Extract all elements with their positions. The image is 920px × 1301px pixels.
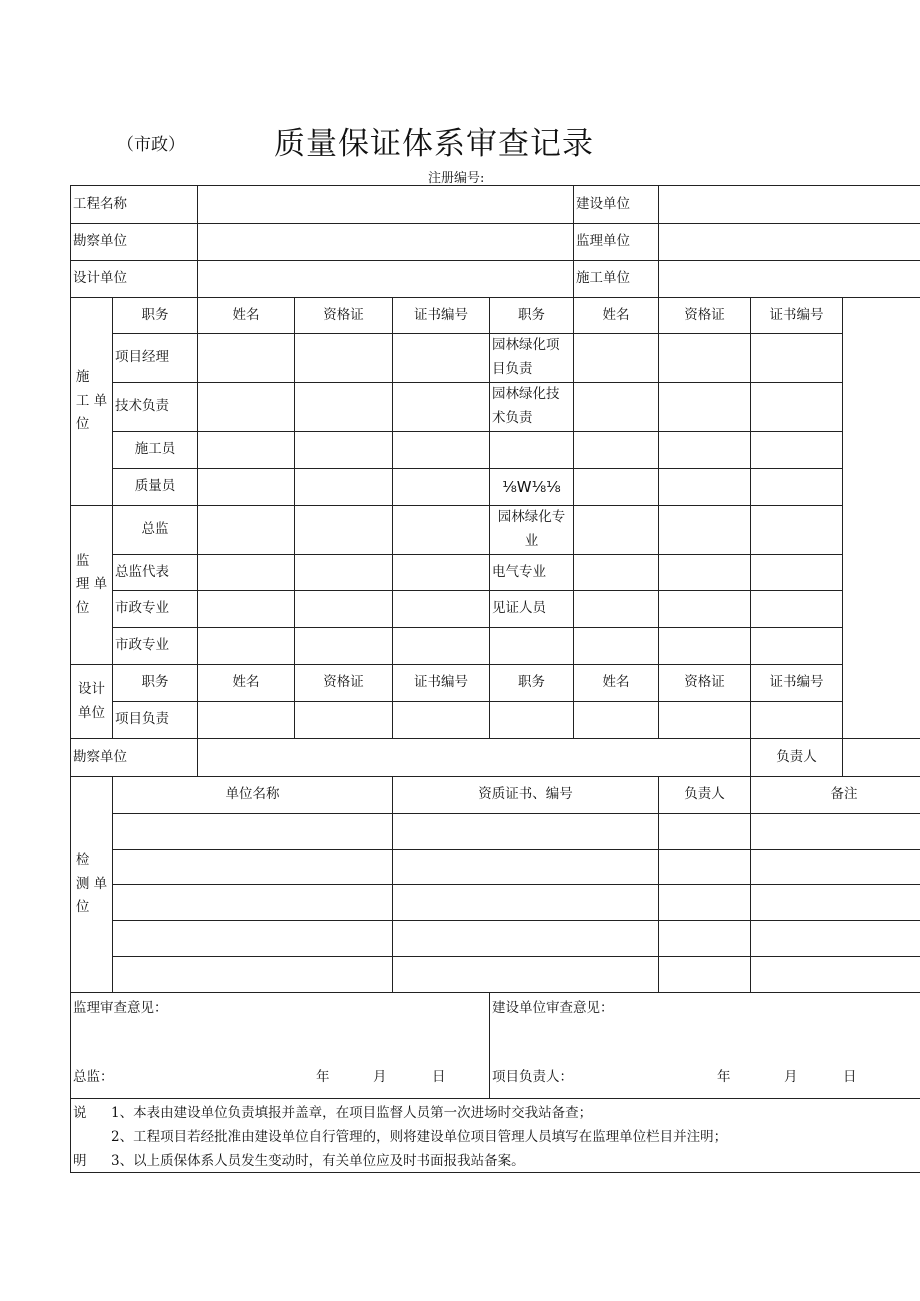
day-label: 日	[432, 1069, 446, 1086]
year-label: 年	[316, 1069, 330, 1086]
testing-side-label: 检 测 单 位	[71, 777, 113, 993]
note-item: 2、工程项目若经批准由建设单位自行管理的，则将建设单位项目管理人员填写在监理单位栏目并注明；	[111, 1128, 728, 1145]
supervision-row	[71, 591, 920, 628]
col-name: 姓名	[198, 665, 295, 702]
design-unit-label: 设计单位	[71, 261, 198, 298]
role-municipal: 市政专业	[113, 628, 198, 665]
col-certno: 证书编号	[393, 665, 490, 702]
testing-row	[71, 850, 920, 885]
col-duty: 职务	[490, 665, 574, 702]
notes-label-1: 说	[73, 1104, 87, 1121]
role-landscape-specialty: 园林绿化专业	[490, 506, 574, 555]
opinion-row	[71, 993, 920, 1099]
col-unit-name: 单位名称	[113, 777, 393, 814]
col-resp: 负责人	[659, 777, 751, 814]
survey-unit-label: 勘察单位	[71, 224, 198, 261]
supervision-opinion[interactable]	[71, 993, 490, 1099]
survey-row	[71, 739, 920, 777]
construction-row	[71, 334, 920, 383]
note-item: 3、以上质保体系人员发生变动时，有关单位应及时书面报我站备案。	[111, 1152, 525, 1169]
survey-resp-label: 负责人	[751, 739, 843, 777]
project-name-label: 工程名称	[71, 186, 198, 224]
role-chief-supervisor: 总监	[113, 506, 198, 555]
role-project-manager: 项目经理	[113, 334, 198, 383]
supervisor-unit-label: 监理单位	[574, 224, 659, 261]
builder-label: 建设单位	[574, 186, 659, 224]
note-item: 1、本表由建设单位负责填报并盖章，在项目监督人员第一次进场时交我站备查；	[111, 1104, 593, 1121]
col-qual: 资格证	[295, 665, 393, 702]
construction-row	[71, 469, 920, 506]
registration-number-label: 注册编号:	[428, 171, 485, 186]
project-lead-signature-label: 项目负责人：	[492, 1069, 573, 1086]
testing-row	[71, 921, 920, 957]
role-quality-officer: 质量员	[113, 469, 198, 506]
project-row	[71, 261, 920, 298]
survey-field[interactable]	[198, 739, 751, 777]
supervisor-unit-field[interactable]	[659, 224, 920, 261]
supervision-side-label: 监 理 单 位	[71, 506, 113, 665]
project-row	[71, 186, 920, 224]
builder-opinion[interactable]	[490, 993, 920, 1099]
testing-header-row	[71, 777, 920, 814]
col-qual: 资格证	[295, 298, 393, 334]
role-municipal: 市政专业	[113, 591, 198, 628]
survey-label: 勘察单位	[71, 739, 198, 777]
notes-label-2: 明	[73, 1152, 87, 1169]
supervision-opinion-label: 监理审查意见：	[73, 1000, 168, 1016]
design-header-row	[71, 665, 920, 702]
role-tech-lead: 技术负责	[113, 383, 198, 432]
quality-assurance-table	[70, 185, 920, 1173]
construction-row	[71, 432, 920, 469]
project-name-field[interactable]	[198, 186, 574, 224]
role-electrical: 电气专业	[490, 555, 574, 591]
notes-row	[71, 1099, 920, 1173]
col-qual: 资格证	[659, 665, 751, 702]
col-note: 备注	[751, 777, 920, 814]
notes	[71, 1099, 920, 1173]
construction-row	[71, 383, 920, 432]
role-constructor: 施工员	[113, 432, 198, 469]
role-landscape-tech-lead: 园林绿化技术负责	[490, 383, 574, 432]
role-witness: 见证人员	[490, 591, 574, 628]
col-certno: 证书编号	[393, 298, 490, 334]
col-duty: 职务	[113, 298, 198, 334]
col-name: 姓名	[574, 665, 659, 702]
col-duty: 职务	[113, 665, 198, 702]
col-duty: 职务	[490, 298, 574, 334]
project-row	[71, 224, 920, 261]
month-label: 月	[373, 1069, 387, 1086]
chief-supervisor-signature-label: 总监：	[73, 1069, 114, 1086]
testing-row	[71, 885, 920, 921]
construction-unit-field[interactable]	[659, 261, 920, 298]
builder-field[interactable]	[659, 186, 920, 224]
col-certno: 证书编号	[751, 298, 843, 334]
col-certno: 证书编号	[751, 665, 843, 702]
testing-row	[71, 957, 920, 993]
form-title: 质量保证体系审查记录	[274, 126, 594, 162]
construction-unit-label: 施工单位	[574, 261, 659, 298]
month-label: 月	[784, 1069, 798, 1086]
construction-header-row	[71, 298, 920, 334]
role-blank	[490, 432, 574, 469]
day-label: 日	[843, 1069, 857, 1086]
builder-opinion-label: 建设单位审查意见：	[492, 1000, 614, 1016]
supervision-row	[71, 628, 920, 665]
design-unit-field[interactable]	[198, 261, 574, 298]
supervision-row	[71, 555, 920, 591]
col-qual-cert: 资质证书、编号	[393, 777, 659, 814]
form-subtitle: （市政）	[117, 135, 185, 155]
col-name: 姓名	[574, 298, 659, 334]
role-design-lead: 项目负责	[113, 702, 198, 739]
design-row	[71, 702, 920, 739]
col-name: 姓名	[198, 298, 295, 334]
survey-resp-field[interactable]	[843, 739, 920, 777]
role-garbled: ⅛W⅛⅛	[490, 469, 574, 506]
testing-row	[71, 814, 920, 850]
supervision-row	[71, 506, 920, 555]
role-chief-deputy: 总监代表	[113, 555, 198, 591]
design-side-label: 设计 单位	[71, 665, 113, 739]
col-qual: 资格证	[659, 298, 751, 334]
role-landscape-lead: 园林绿化项目负责	[490, 334, 574, 383]
year-label: 年	[717, 1069, 731, 1086]
construction-side-label: 施 工 单 位	[71, 298, 113, 506]
survey-unit-field[interactable]	[198, 224, 574, 261]
